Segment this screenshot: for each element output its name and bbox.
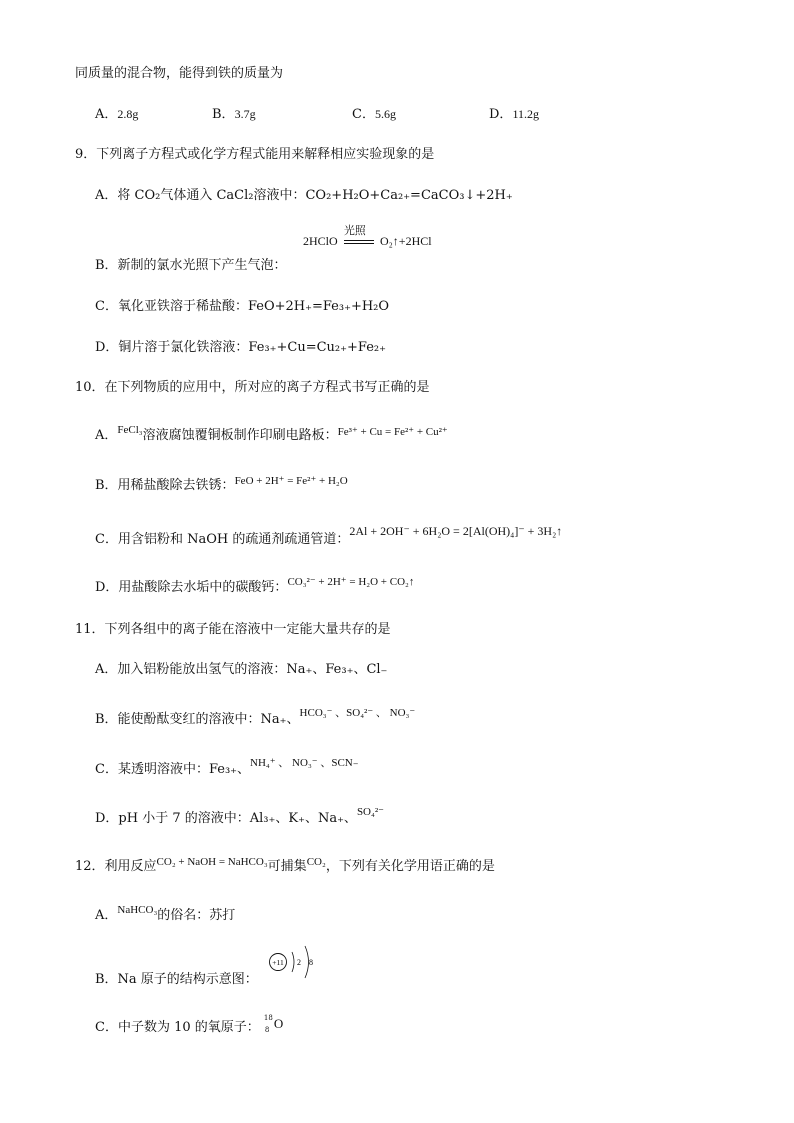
sodium-nucleus-label: +11	[272, 958, 284, 967]
q9-option-b: B．新制的氯水光照下产生气泡：	[95, 258, 287, 273]
isotope-symbol: O	[273, 1015, 284, 1031]
q11-option-d: D．pH 小于 7 的溶液中：Al₃₊、K₊、Na₊、$^{SO_4^{2-}}$	[95, 806, 384, 826]
q10-a-formula1: FeCl₃	[117, 424, 143, 436]
q10-stem: 10．在下列物质的应用中，所对应的离子方程式书写正确的是	[75, 380, 430, 395]
q8-option-b: B．3.7g	[212, 107, 256, 122]
q11-option-a: A．加入铝粉能放出氢气的溶液：Na₊、Fe₃₊、Cl₋	[95, 662, 388, 677]
q12-stem: 12．利用反应$^{CO_2 + NaOH = NaHCO_3}$可捕集$^{CO_2}$，下列有关化学用语正确的是	[75, 856, 495, 874]
intro-line: 同质量的混合物，能得到铁的质量为	[75, 66, 284, 81]
q12-stem-co2: CO₂	[306, 856, 326, 868]
q9-b-formula-right: O₂↑+2HCl	[379, 234, 432, 248]
q11-stem: 11．下列各组中的离子能在溶液中一定能大量共存的是	[75, 622, 391, 637]
q12-a-formula: NaHCO₃	[117, 904, 158, 916]
q10-option-b: B．用稀盐酸除去铁锈：$^{FeO + 2H^+ = Fe^{2+} + H_2O}$	[95, 475, 348, 493]
q9-option-d: D．铜片溶于氯化铁溶液：Fe₃₊+Cu=Cu₂₊+Fe₂₊	[95, 340, 386, 355]
q11-d-ions: SO₄²⁻	[356, 806, 384, 818]
sodium-shell-2: 8	[309, 958, 313, 967]
q8-option-a: A．2.8g	[95, 107, 139, 122]
q9-option-c: C．氧化亚铁溶于稀盐酸：FeO+2H₊=Fe₃₊+H₂O	[95, 299, 390, 314]
q11-b-ions: HCO₃⁻ 、SO₄²⁻ 、 NO₃⁻	[299, 707, 416, 719]
q11-option-b: B．能使酚酞变红的溶液中：Na₊、$^{HCO_3^- 、SO_4^{2-} 、 NO_3^-}$	[95, 707, 416, 727]
q9-b-formula	[303, 224, 432, 249]
q10-option-a: A．$^{FeCl_3}$溶液腐蚀覆铜板制作印刷电路板：$^{Fe^{3+} + Cu = Fe^{2+} + Cu^{2+}}$	[95, 424, 448, 443]
q9-b-condition: 光照	[342, 234, 376, 249]
q12-option-c: C．中子数为 10 的氧原子： 18 8 O	[95, 1016, 286, 1036]
q12-stem-formula: CO₂ + NaOH = NaHCO₃	[156, 856, 268, 868]
isotope-mass-number: 18	[263, 1013, 273, 1022]
q9-stem: 9．下列离子方程式或化学方程式能用来解释相应实验现象的是	[75, 147, 435, 162]
sodium-atom-structure-diagram	[268, 944, 318, 980]
sodium-shell-1: 2	[297, 958, 301, 967]
isotope-atomic-number: 8	[264, 1025, 270, 1034]
q10-d-formula: CO₃²⁻ + 2H⁺ = H₂O + CO₂↑	[287, 576, 415, 588]
q12-option-a: A．$^{NaHCO_3}$的俗名：苏打	[95, 904, 236, 923]
q10-a-formula2: Fe³⁺ + Cu = Fe²⁺ + Cu²⁺	[337, 426, 448, 438]
q9-option-a: A．将 CO₂气体通入 CaCl₂溶液中：CO₂+H₂O+Ca₂₊=CaCO₃↓+2H₊	[95, 188, 513, 203]
q10-b-formula: FeO + 2H⁺ = Fe²⁺ + H₂O	[234, 475, 348, 487]
q11-option-c: C．某透明溶液中：Fe₃₊、$^{NH_4^+ 、 NO_3^- 、SCN_-}$	[95, 757, 359, 777]
q12-option-b: B．Na 原子的结构示意图：	[95, 972, 258, 987]
q11-c-ions: NH₄⁺ 、 NO₃⁻ 、SCN₋	[250, 757, 359, 769]
q8-option-d: D．11.2g	[489, 107, 539, 122]
oxygen-isotope-notation	[263, 1013, 286, 1036]
q8-option-c: C．5.6g	[352, 107, 396, 122]
q10-c-formula: 2Al + 2OH⁻ + 6H₂O = 2[Al(OH)₄]⁻ + 3H₂↑	[349, 524, 563, 538]
q10-option-c: C．用含铝粉和 NaOH 的疏通剂疏通管道：2Al + 2OH⁻ + 6H₂O = 2[Al(OH)₄]⁻ + 3H₂↑	[95, 524, 563, 547]
q10-option-d: D．用盐酸除去水垢中的碳酸钙：$^{CO_3^{2-} + 2H^+ = H_2O + CO_2↑}$	[95, 576, 415, 595]
q9-b-formula-left: 2HClO	[303, 234, 338, 248]
